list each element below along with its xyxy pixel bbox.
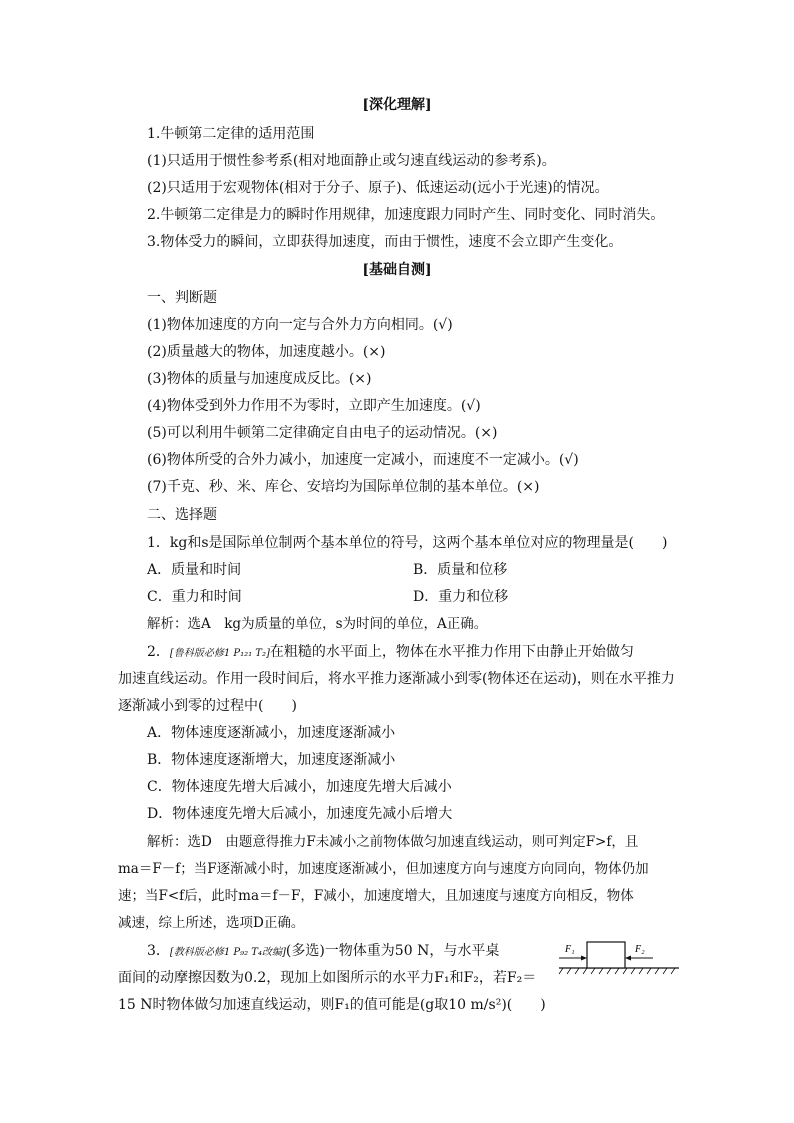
judge-item: (7)千克、秒、米、库仑、安培均为国际单位制的基本单位。(×): [147, 479, 540, 495]
q3-stem-line-2: 面间的动摩擦因数为0.2，现加上如图所示的水平力F₁和F₂，若F₂＝: [118, 970, 537, 986]
block: [587, 942, 625, 968]
q3-number: 3．: [147, 943, 170, 959]
label-f1: F₁: [565, 944, 575, 955]
point-1-sub-1: (1)只适用于惯性参考系(相对地面静止或匀速直线运动的参考系)。: [147, 153, 556, 169]
q2-analysis-line-1: 解析：选D 由题意得推力F未减小之前物体做匀加速直线运动，则可判定F>f，且: [147, 834, 639, 850]
judge-item: (5)可以利用牛顿第二定律确定自由电子的运动情况。(×): [147, 425, 498, 441]
part-2-title: 二、选择题: [147, 507, 217, 523]
q2-analysis-line-3: 速；当F<f后，此时ma＝f－F，F减小，加速度增大，且加速度与速度方向相反，物体: [118, 888, 634, 904]
section-heading-deepen: [深化理解]: [362, 97, 432, 113]
section-heading-selftest: [基础自测]: [362, 262, 432, 278]
q1-analysis: 解析：选A kg为质量的单位，s为时间的单位，A正确。: [147, 616, 488, 632]
q1-stem: 1．kg和s是国际单位制两个基本单位的符号，这两个基本单位对应的物理量是( ): [147, 535, 668, 551]
q2-option-d: D．物体速度先增大后减小，加速度先减小后增大: [147, 806, 453, 822]
judge-item: (2)质量越大的物体，加速度越小。(×): [147, 344, 386, 360]
surface-hatching: [559, 968, 675, 974]
q1-option-b: B．质量和位移: [413, 562, 508, 578]
judge-item: (6)物体所受的合外力减小，加速度一定减小，而速度不一定减小。(√): [147, 452, 579, 468]
q2-option-a: A．物体速度逐渐减小，加速度逐渐减小: [147, 725, 396, 741]
q2-number: 2．: [147, 644, 170, 660]
force-diagram: [555, 938, 683, 980]
q2-option-b: B．物体速度逐渐增大，加速度逐渐减小: [147, 752, 396, 768]
q3-stem-line-3: 15 N时物体做匀加速直线运动，则F₁的值可能是(g取10 m/s²)( ): [118, 997, 546, 1013]
judge-item: (4)物体受到外力作用不为零时，立即产生加速度。(√): [147, 398, 481, 414]
judge-item: (3)物体的质量与加速度成反比。(×): [147, 371, 372, 387]
q2-analysis-line-4: 减速，综上所述，选项D正确。: [118, 915, 305, 931]
q2-source: [鲁科版必修1 P₁₂₁ T₂]: [169, 648, 270, 659]
q2-analysis-line-2: ma＝F－f；当F逐渐减小时，加速度逐渐减小，但加速度方向与速度方向同向，物体仍加: [118, 861, 649, 877]
q2-stem-line-1: [147, 643, 634, 663]
q3-stem-text: (多选)一物体重为50 N，与水平桌: [285, 943, 500, 959]
point-1-title: 1.牛顿第二定律的适用范围: [147, 126, 315, 142]
label-f2: F₂: [635, 944, 645, 955]
q2-option-c: C．物体速度先增大后减小，加速度先增大后减小: [147, 779, 452, 795]
q2-stem-text: 在粗糙的水平面上，物体在水平推力作用下由静止开始做匀: [269, 644, 634, 660]
q1-option-a: A．质量和时间: [147, 562, 242, 578]
judge-item: (1)物体加速度的方向一定与合外力方向相同。(√): [147, 317, 453, 333]
point-1-sub-2: (2)只适用于宏观物体(相对于分子、原子)、低速运动(远小于光速)的情况。: [147, 180, 609, 196]
force-f1-arrowhead: [581, 956, 587, 961]
point-2: 2.牛顿第二定律是力的瞬时作用规律，加速度跟力同时产生、同时变化、同时消失。: [147, 207, 665, 223]
point-3: 3.物体受力的瞬间，立即获得加速度，而由于惯性，速度不会立即产生变化。: [147, 234, 623, 250]
force-f2-arrowhead: [625, 956, 631, 961]
q2-stem-line-2: 加速直线运动。作用一段时间后，将水平推力逐渐减小到零(物体还在运动)，则在水平推力: [118, 671, 675, 687]
q1-option-c: C．重力和时间: [147, 589, 242, 605]
q3-stem-line-1: [147, 942, 499, 962]
q3-source: [教科版必修1 P₉₂ T₄改编]: [169, 947, 286, 958]
q1-option-d: D．重力和位移: [413, 589, 509, 605]
part-1-title: 一、判断题: [147, 290, 217, 306]
q2-stem-line-3: 逐渐减小到零的过程中( ): [118, 698, 297, 714]
